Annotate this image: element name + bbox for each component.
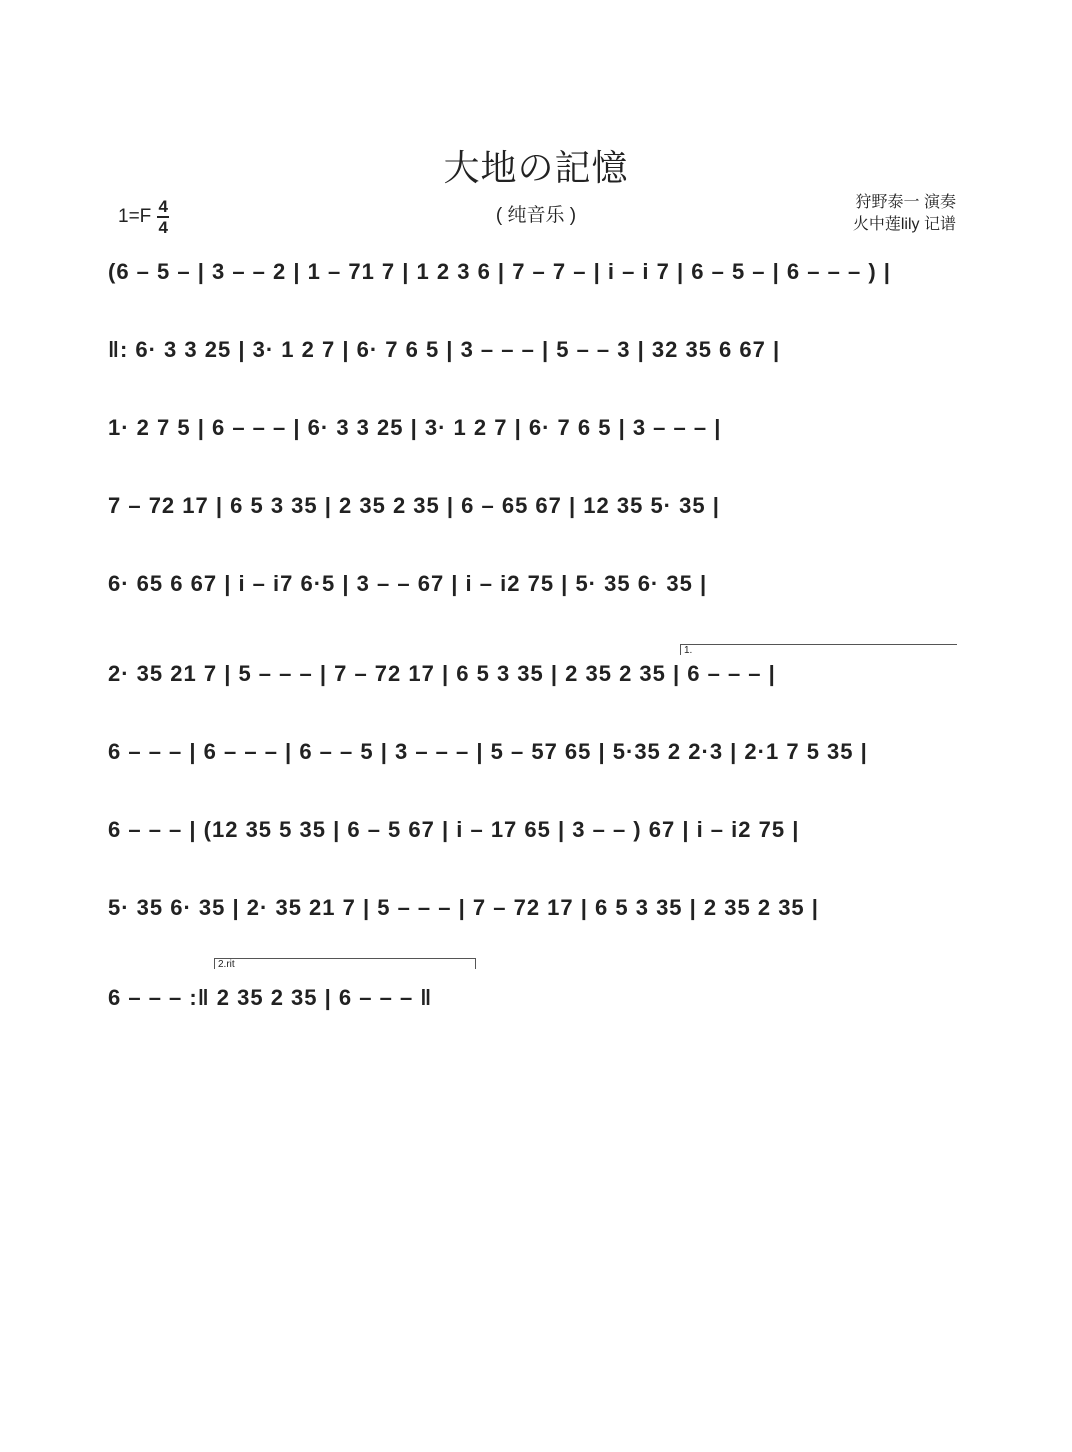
transcriber: 火中莲lily 记谱 — [852, 216, 956, 233]
score-line-3: 1· 2 7 5 | 6 – – – | 6· 3 3 25 | 3· 1 2 7 | 6· 7 6 5 | 3 – – – | — [108, 415, 722, 440]
score-line-2: ‖: 6· 3 3 25 | 3· 1 2 7 | 6· 7 6 5 | 3 – – – | 5 – – 3 | 32 35 6 67 | — [108, 337, 781, 362]
page-title: 大地の記憶 — [443, 147, 629, 188]
score-line-5: 6· 65 6 67 | i – i7 6·5 | 3 – – 67 | i – i2 75 | 5· 35 6· 35 | — [108, 571, 708, 596]
score-line-10: 6 – – – :‖ 2 35 2 35 | 6 – – – ‖ — [108, 985, 433, 1010]
score-line-6: 2· 35 21 7 | 5 – – – | 7 – 72 17 | 6 5 3 35 | 2 35 2 35 | 6 – – – | — [108, 661, 776, 686]
score-line-1: (6 – 5 – | 3 – – 2 | 1 – 71 7 | 1 2 3 6 | 7 – 7 – | i – i 7 | 6 – 5 – | 6 – – – ) | — [108, 259, 891, 284]
time-signature — [157, 198, 169, 236]
subtitle: ( 纯音乐 ) — [495, 205, 577, 226]
volta-2-bracket — [214, 958, 476, 969]
key-signature — [118, 198, 169, 236]
volta-1-label: 1. — [684, 645, 693, 656]
score-line-8: 6 – – – | (12 35 5 35 | 6 – 5 67 | i – 17 65 | 3 – – ) 67 | i – i2 75 | — [108, 817, 800, 842]
score-line-7: 6 – – – | 6 – – – | 6 – – 5 | 3 – – – | 5 – 57 65 | 5·35 2 2·3 | 2·1 7 5 35 | — [108, 739, 868, 764]
score-line-9: 5· 35 6· 35 | 2· 35 21 7 | 5 – – – | 7 – 72 17 | 6 5 3 35 | 2 35 2 35 | — [108, 895, 819, 920]
volta-2-label: 2.rit — [218, 959, 235, 970]
time-top: 4 — [158, 197, 169, 216]
time-bottom: 4 — [158, 218, 169, 237]
performer: 狩野泰一 演奏 — [855, 194, 956, 211]
score-line-4: 7 – 72 17 | 6 5 3 35 | 2 35 2 35 | 6 – 65 67 | 12 35 5· 35 | — [108, 493, 720, 518]
key-label: 1=F — [118, 206, 152, 227]
credits — [853, 192, 956, 236]
